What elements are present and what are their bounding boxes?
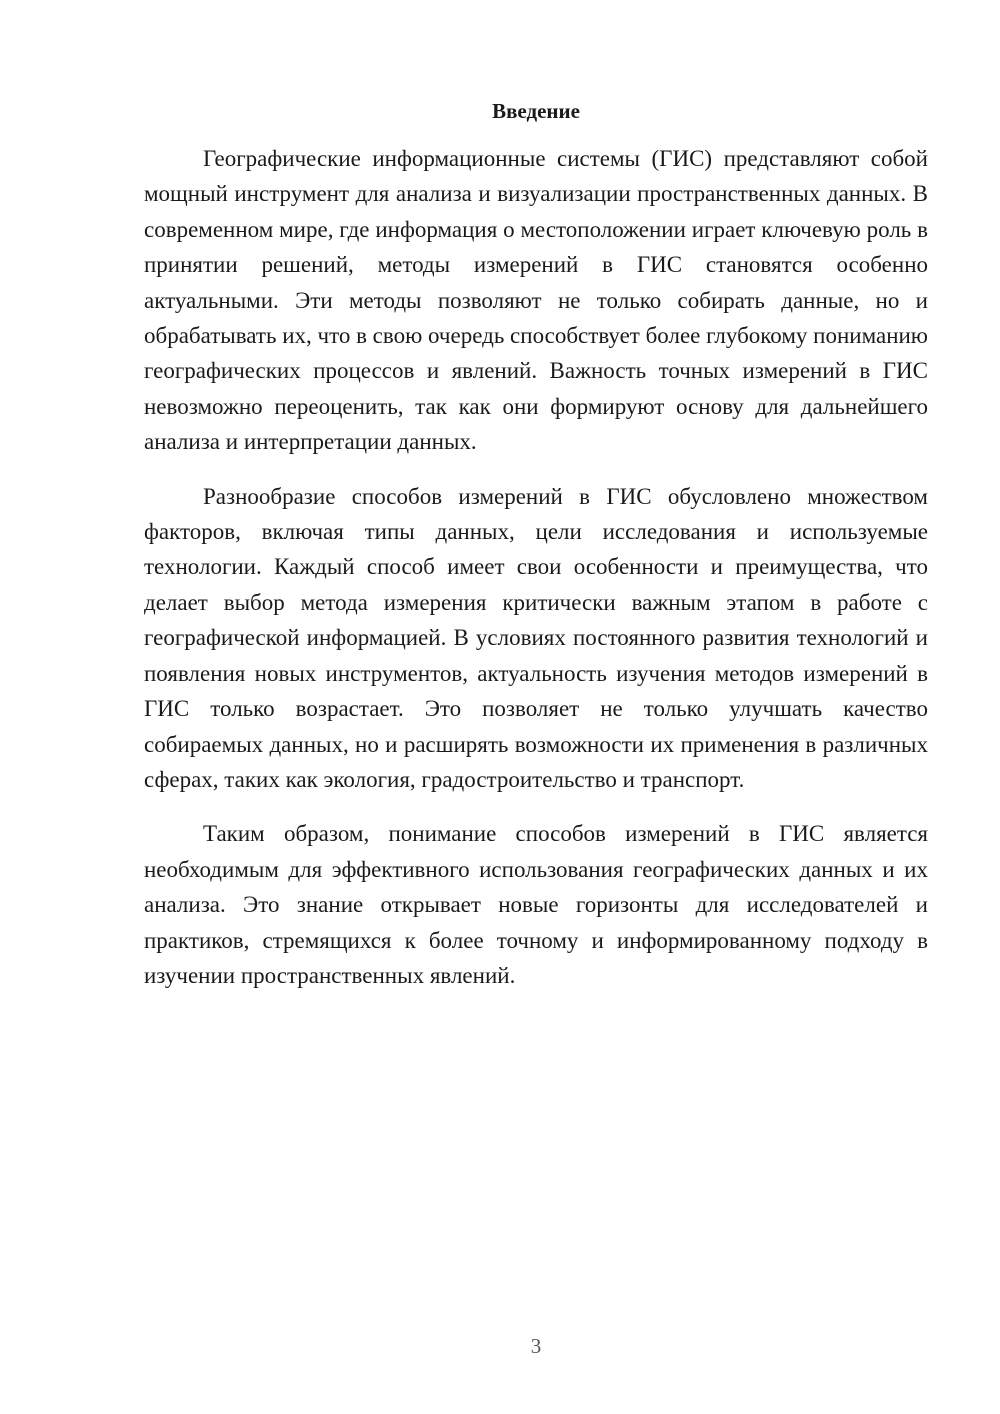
section-heading: Введение: [492, 99, 580, 123]
page-number: 3: [530, 1334, 542, 1358]
paragraph-2: Разнообразие способов измерений в ГИС обусловлено множеством факторов, включая типы данных, цели исследования и используемые технологии. Каждый способ имеет свои особенности и преимущества, что делает выбор метода измерения критически важным этапом в работе с географической информацией. В условиях постоянного развития технологий и появления новых инструментов, актуальность изучения методов измерений в ГИС только возрастает. Это позволяет не только улучшать качество собираемых данных, но и расширять возможности их применения в различных сферах, таких как экология, градостроительство и транспорт.: [144, 483, 928, 792]
body-text: [144, 141, 928, 993]
paragraph-1: Географические информационные системы (ГИС) представляют собой мощный инструмент для анализа и визуализации пространственных данных. В современном мире, где информация о местоположении играет ключевую роль в принятии решений, методы измерений в ГИС становятся особенно актуальными. Эти методы позволяют не только собирать данные, но и обрабатывать их, что в свою очередь способствует более глубокому пониманию географических процессов и явлений. Важность точных измерений в ГИС невозможно переоценить, так как они формируют основу для дальнейшего анализа и интерпретации данных.: [144, 146, 928, 455]
paragraph-3: Таким образом, понимание способов измерений в ГИС является необходимым для эффективного использования географических данных и их анализа. Это знание открывает новые горизонты для исследователей и практиков, стремящихся к более точному и информированному подходу в изучении пространственных явлений.: [144, 821, 928, 988]
